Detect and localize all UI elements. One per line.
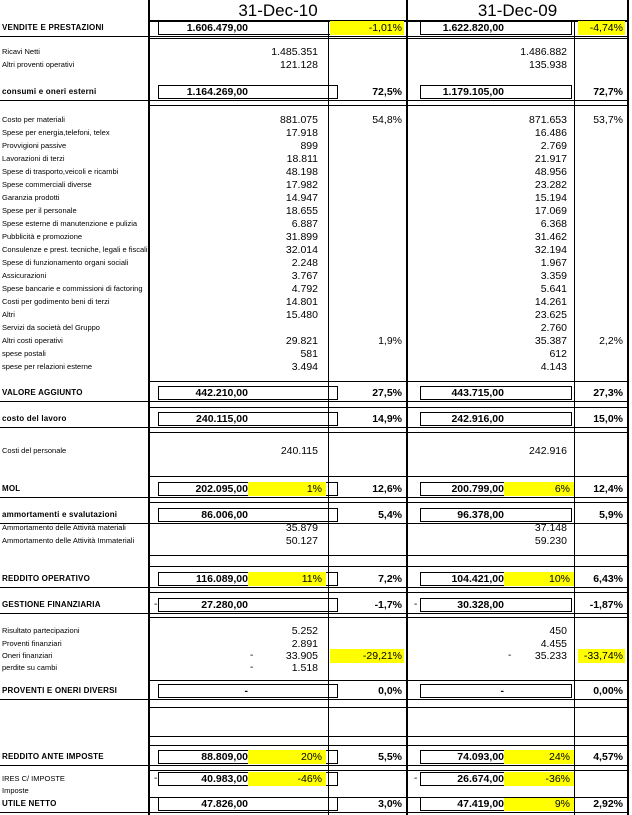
spese-energia-amount-2009: 16.486 (534, 127, 567, 139)
mol-ratio-2009: 6% (554, 483, 570, 495)
gestione-finanziaria-label: GESTIONE FINANZIARIA (2, 600, 101, 609)
reddito-operativo-label: REDDITO OPERATIVO (2, 574, 91, 583)
godimento-label: Costi per godimento beni di terzi (2, 297, 110, 306)
partecipazioni-amount-2009: 450 (549, 625, 567, 637)
costo-materiali-label: Costo per materiali (2, 115, 65, 124)
amm-materiali-label: Ammortamento delle Attività materiali (2, 523, 126, 532)
reddito-operativo-pct-2010: 7,2% (378, 573, 402, 585)
oneri-fin-pct-2010: -29,21% (362, 650, 402, 662)
ires-value-2010: 40.983,00 (201, 773, 248, 785)
perdite-cambi-amount-2010: 1.518 (291, 662, 318, 674)
grid-rule (148, 680, 629, 681)
assicurazioni-amount-2009: 3.359 (540, 270, 567, 282)
reddito-operativo-ratio-2009: 10% (548, 573, 570, 585)
servizi-gruppo-label: Servizi da società del Gruppo (2, 323, 100, 332)
costo-lavoro-value-2009: 242.916,00 (451, 413, 504, 425)
spese-postali-label: spese postali (2, 349, 46, 358)
grid-rule (148, 797, 629, 798)
ammortamenti-value-2010: 86.006,00 (201, 509, 248, 521)
ante-imposte-label: REDDITO ANTE IMPOSTE (2, 752, 104, 761)
proventi-oneri-pct-2009: 0,00% (593, 685, 623, 697)
godimento-amount-2009: 14.261 (534, 296, 567, 308)
gestione-finanziaria-pct-2010: -1,7% (374, 599, 402, 611)
relazioni-label: spese per relazioni esterne (2, 362, 93, 371)
section-rule (0, 587, 627, 588)
column-rule (574, 20, 575, 815)
reddito-operativo-ratio-2010: 11% (301, 573, 322, 585)
grid-rule (148, 736, 629, 737)
period-header-2010: 31-Dec-10 (238, 1, 318, 20)
garanzia-amount-2010: 14.947 (285, 192, 318, 204)
costo-materiali-amount-2010: 881.075 (280, 114, 318, 126)
personale-spese-label: Spese per il personale (2, 206, 77, 215)
bancarie-amount-2009: 5.641 (540, 283, 567, 295)
altri-amount-2009: 23.625 (534, 309, 567, 321)
ricavi-amount-2010: 1.485.351 (271, 46, 318, 58)
grid-rule (148, 566, 629, 567)
period-header-2009: 31-Dec-09 (477, 1, 558, 20)
manutenzione-amount-2010: 6.887 (291, 218, 318, 230)
manutenzione-amount-2009: 6.368 (540, 218, 567, 230)
perdite-cambi-label: perdite su cambi (2, 663, 58, 672)
grid-rule (148, 770, 629, 771)
section-rule (0, 427, 627, 428)
ammortamenti-value-2009: 96.378,00 (457, 509, 504, 521)
proventi-oneri-pct-2010: 0,0% (378, 685, 402, 697)
vendite-label: VENDITE E PRESTAZIONI (2, 23, 104, 32)
lavorazioni-label: Lavorazioni di terzi (2, 154, 65, 163)
mol-value-2010: 202.095,00 (195, 483, 248, 495)
commerciali-amount-2010: 17.982 (285, 179, 318, 191)
spese-energia-amount-2010: 17.918 (285, 127, 318, 139)
valore-aggiunto-value-2010: 442.210,00 (195, 387, 248, 399)
section-rule (0, 401, 627, 402)
altri-label: Altri (2, 310, 15, 319)
provvigioni-amount-2010: 899 (300, 140, 318, 152)
gestione-finanziaria-value-2009: 30.328,00 (457, 599, 504, 611)
gestione-finanziaria-sign-2010: - (154, 599, 158, 610)
lavorazioni-amount-2010: 18.811 (286, 153, 318, 165)
assicurazioni-amount-2010: 3.767 (291, 270, 318, 282)
pubblicita-amount-2009: 31.462 (534, 231, 567, 243)
reddito-operativo-pct-2009: 6,43% (593, 573, 623, 585)
mol-value-2009: 200.799,00 (451, 483, 504, 495)
mol-label: MOL (2, 484, 21, 493)
ricavi-label: Ricavi Netti (2, 47, 40, 56)
partecipazioni-label: Risultato partecipazioni (2, 626, 80, 635)
ires-value-2009: 26.674,00 (457, 773, 504, 785)
amm-immateriali-label: Ammortamento delle Attività Immateriali (2, 536, 135, 545)
valore-aggiunto-label: VALORE AGGIUNTO (2, 388, 83, 397)
costo-lavoro-value-2010: 240.115,00 (196, 413, 248, 425)
section-rule (0, 812, 627, 813)
perdite-cambi-sign-2010: - (250, 662, 254, 673)
altri-costi-pct-2009: 2,2% (599, 335, 623, 347)
mol-pct-2009: 12,4% (593, 483, 623, 495)
provvigioni-label: Provvigioni passive (2, 141, 67, 150)
costi-personale-label: Costi del personale (2, 446, 67, 455)
consulenze-amount-2010: 32.014 (285, 244, 318, 256)
proventi-oneri-value-2009: - (500, 685, 504, 697)
section-rule (0, 765, 627, 766)
section-rule (0, 497, 627, 498)
spese-energia-label: Spese per energia,telefoni, telex (2, 128, 110, 137)
valore-aggiunto-value-2009: 443.715,00 (451, 387, 504, 399)
proventi-fin-amount-2009: 4.455 (540, 638, 567, 650)
mol-pct-2010: 12,6% (372, 483, 402, 495)
pubblicita-label: Pubblicità e promozione (2, 232, 83, 241)
costo-lavoro-pct-2009: 15,0% (593, 413, 623, 425)
relazioni-amount-2009: 4.143 (540, 361, 567, 373)
altri-proventi-amount-2010: 121.128 (280, 59, 318, 71)
proventi-fin-amount-2010: 2.891 (291, 638, 318, 650)
grid-rule (148, 592, 629, 593)
ires-ratio-2010: -46% (297, 773, 322, 785)
amm-materiali-amount-2009: 37.148 (534, 522, 567, 534)
grid-rule (148, 707, 629, 708)
ante-imposte-pct-2010: 5,5% (378, 751, 402, 763)
consumi-pct-2009: 72,7% (593, 86, 623, 98)
costo-materiali-amount-2009: 871.653 (529, 114, 567, 126)
trasporti-amount-2010: 48.198 (285, 166, 318, 178)
utile-pct-2010: 3,0% (378, 798, 402, 810)
consumi-pct-2010: 72,5% (372, 86, 402, 98)
manutenzione-label: Spese esterne di manutenzione e pulizia (2, 219, 138, 228)
oneri-fin-amount-2009: 35.233 (534, 650, 567, 662)
section-rule (0, 699, 627, 700)
ammortamenti-pct-2010: 5,4% (378, 509, 402, 521)
organi-sociali-amount-2010: 2.248 (291, 257, 318, 269)
grid-rule (148, 476, 629, 477)
trasporti-label: Spese di trasporto,veicoli e ricambi (2, 167, 119, 176)
ante-imposte-pct-2009: 4,57% (593, 751, 623, 763)
vendite-value-2009: 1.622.820,00 (442, 22, 504, 34)
consulenze-label: Consulenze e prest. tecniche, legali e fiscali (2, 245, 148, 254)
altri-costi-amount-2010: 29.821 (285, 335, 318, 347)
ires-sign-2009: - (414, 773, 418, 784)
altri-costi-pct-2010: 1,9% (378, 335, 402, 347)
oneri-fin-sign-2009: - (508, 650, 512, 661)
relazioni-amount-2010: 3.494 (291, 361, 318, 373)
proventi-fin-label: Proventi finanziari (2, 639, 62, 648)
bancarie-label: Spese bancarie e commissioni di factoring (2, 284, 143, 293)
ires-ratio-2009: -36% (545, 773, 570, 785)
organi-sociali-label: Spese di funzionamento organi sociali (2, 258, 129, 267)
ante-imposte-value-2010: 88.809,00 (201, 751, 248, 763)
valore-aggiunto-pct-2009: 27,3% (593, 387, 623, 399)
section-rule (0, 100, 627, 101)
section-rule (0, 36, 627, 37)
ante-imposte-ratio-2009: 24% (548, 751, 570, 763)
partecipazioni-amount-2010: 5.252 (291, 625, 318, 637)
consumi-label: consumi e oneri esterni (2, 87, 97, 96)
vendite-pct-2010: -1,01% (368, 22, 402, 34)
section-rule (0, 613, 627, 614)
altri-proventi-label: Altri proventi operativi (2, 60, 75, 69)
grid-rule (148, 617, 629, 618)
garanzia-amount-2009: 15.194 (534, 192, 567, 204)
grid-rule (148, 502, 629, 503)
altri-proventi-amount-2009: 135.938 (529, 59, 567, 71)
utile-label: UTILE NETTO (2, 799, 57, 808)
mol-ratio-2010: 1% (306, 483, 322, 495)
ammortamenti-pct-2009: 5,9% (599, 509, 623, 521)
garanzia-label: Garanzia prodotti (2, 193, 60, 202)
reddito-operativo-value-2009: 104.421,00 (451, 573, 504, 585)
ammortamenti-label: ammortamenti e svalutazioni (2, 510, 118, 519)
utile-ratio-2009: 9% (554, 798, 570, 810)
grid-rule (148, 381, 629, 382)
godimento-amount-2010: 14.801 (285, 296, 318, 308)
gestione-finanziaria-sign-2009: - (414, 599, 418, 610)
pubblicita-amount-2010: 31.899 (285, 231, 318, 243)
grid-rule (148, 432, 629, 433)
amm-materiali-amount-2010: 35.879 (285, 522, 318, 534)
servizi-gruppo-amount-2009: 2.760 (540, 322, 567, 334)
altri-costi-amount-2009: 35.387 (534, 335, 567, 347)
organi-sociali-amount-2009: 1.967 (540, 257, 567, 269)
trasporti-amount-2009: 48.956 (534, 166, 567, 178)
grid-rule (148, 745, 629, 746)
commerciali-label: Spese commerciali diverse (2, 180, 92, 189)
ricavi-amount-2009: 1.486.882 (520, 46, 567, 58)
provvigioni-amount-2009: 2.769 (540, 140, 567, 152)
ante-imposte-ratio-2010: 20% (300, 751, 322, 763)
costo-materiali-pct-2009: 53,7% (593, 114, 623, 126)
oneri-fin-amount-2010: 33.905 (285, 650, 318, 662)
utile-value-2009: 47.419,00 (457, 798, 504, 810)
reddito-operativo-value-2010: 116.089,00 (196, 573, 248, 585)
gestione-finanziaria-value-2010: 27.280,00 (201, 599, 248, 611)
costo-materiali-pct-2010: 54,8% (372, 114, 402, 126)
grid-rule (148, 555, 629, 556)
ires-label: IRES C/ IMPOSTE (2, 774, 65, 783)
amm-immateriali-amount-2009: 59.230 (534, 535, 567, 547)
personale-spese-amount-2010: 18.655 (285, 205, 318, 217)
grid-rule (148, 38, 629, 39)
ires-sign-2010: - (154, 773, 158, 784)
proventi-oneri-value-2010: - (244, 685, 248, 697)
grid-rule (148, 407, 629, 408)
costo-lavoro-label: costo del lavoro (2, 414, 67, 423)
personale-spese-amount-2009: 17.069 (534, 205, 567, 217)
costi-personale-amount-2009: 242.916 (529, 445, 567, 457)
vendite-value-2010: 1.606.479,00 (186, 22, 248, 34)
spese-postali-amount-2009: 612 (549, 348, 567, 360)
amm-immateriali-amount-2010: 50.127 (285, 535, 318, 547)
oneri-fin-label: Oneri finanziari (2, 651, 53, 660)
valore-aggiunto-pct-2010: 27,5% (372, 387, 402, 399)
ante-imposte-value-2009: 74.093,00 (457, 751, 504, 763)
spese-postali-amount-2010: 581 (300, 348, 318, 360)
consumi-value-2009: 1.179.105,00 (442, 86, 504, 98)
utile-value-2010: 47.826,00 (201, 798, 248, 810)
utile-pct-2009: 2,92% (593, 798, 623, 810)
oneri-fin-sign-2010: - (250, 650, 254, 661)
consulenze-amount-2009: 32.194 (534, 244, 567, 256)
costo-lavoro-pct-2010: 14,9% (372, 413, 402, 425)
column-rule (328, 20, 329, 815)
assicurazioni-label: Assicurazioni (2, 271, 47, 280)
altri-costi-label: Altri costi operativi (2, 336, 63, 345)
grid-rule (148, 105, 629, 106)
proventi-oneri-label: PROVENTI E ONERI DIVERSI (2, 686, 118, 695)
costi-personale-amount-2010: 240.115 (280, 445, 318, 457)
lavorazioni-amount-2009: 21.917 (534, 153, 567, 165)
bancarie-amount-2010: 4.792 (291, 283, 318, 295)
altri-amount-2010: 15.480 (285, 309, 318, 321)
oneri-fin-pct-2009: -33,74% (583, 650, 623, 662)
commerciali-amount-2009: 23.282 (534, 179, 567, 191)
imposte-label: Imposte (2, 786, 29, 795)
gestione-finanziaria-pct-2009: -1,87% (589, 599, 623, 611)
consumi-value-2010: 1.164.269,00 (186, 86, 248, 98)
vendite-pct-2009: -4,74% (589, 22, 623, 34)
